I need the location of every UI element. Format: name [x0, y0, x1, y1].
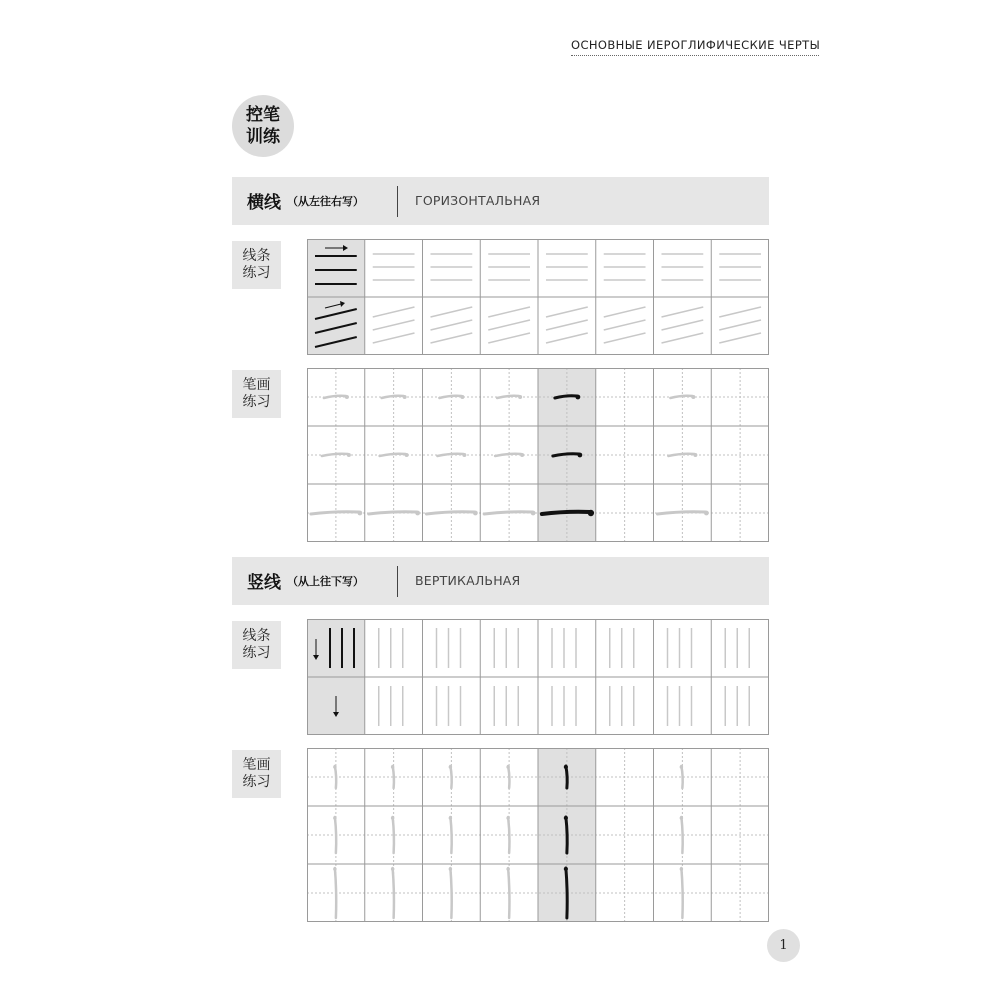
horizontal-stroke — [497, 396, 519, 398]
stroke-tip — [506, 765, 510, 769]
practice-line — [373, 307, 415, 317]
section-title-zh: 横线 — [247, 193, 281, 213]
practice-line — [488, 320, 530, 330]
header-divider — [397, 186, 398, 217]
stroke-tip — [403, 395, 407, 399]
vertical-stroke — [393, 868, 394, 918]
vertical-stroke — [508, 817, 509, 853]
section-direction-zh: （从左往右写） — [287, 195, 364, 208]
stroke-tip — [520, 453, 524, 457]
section-title-ru: ВЕРТИКАЛЬНАЯ — [415, 573, 521, 588]
vertical-stroke — [335, 817, 336, 853]
stroke-tip — [531, 511, 536, 516]
stroke-tip — [462, 453, 466, 457]
stroke-tip — [449, 765, 453, 769]
section-title-zh: 竖线 — [247, 573, 281, 593]
vertical-stroke — [450, 766, 451, 788]
section-header-vertical — [232, 557, 769, 605]
practice-line — [719, 307, 761, 317]
practice-line — [604, 307, 646, 317]
section-direction-zh: （从上往下写） — [287, 575, 364, 588]
stroke-tip — [704, 511, 709, 516]
page-number: 1 — [767, 929, 800, 962]
running-head: ОСНОВНЫЕ ИЕРОГЛИФИЧЕСКИЕ ЧЕРТЫ — [571, 38, 821, 52]
horizontal-stroke — [382, 396, 404, 398]
practice-line — [604, 333, 646, 343]
horizontal-stroke — [311, 512, 359, 514]
stroke-tip — [460, 395, 464, 399]
practice-line — [373, 320, 415, 330]
stroke-tip — [473, 511, 478, 516]
stroke-tip — [391, 867, 395, 871]
vertical-stroke — [566, 817, 567, 853]
horizontal-stroke-practice-grid — [307, 368, 769, 542]
stroke-tip — [680, 816, 684, 820]
vertical-stroke — [508, 868, 509, 918]
stroke-tip — [333, 867, 337, 871]
stroke-tip — [449, 867, 453, 871]
practice-line — [719, 333, 761, 343]
stroke-tip — [680, 867, 684, 871]
vertical-stroke — [335, 868, 336, 918]
line-practice-text: 线条练习 — [242, 248, 271, 281]
horizontal-line-practice-grid — [307, 239, 769, 356]
horizontal-stroke — [542, 512, 590, 514]
stroke-tip — [449, 816, 453, 820]
stroke-tip — [564, 867, 568, 871]
practice-line — [431, 307, 473, 317]
stroke-tip — [575, 395, 580, 400]
practice-line — [431, 333, 473, 343]
practice-line — [719, 320, 761, 330]
practice-line — [488, 333, 530, 343]
stroke-tip — [691, 395, 695, 399]
horizontal-stroke — [437, 454, 463, 456]
stroke-tip — [693, 453, 697, 457]
practice-line — [546, 320, 588, 330]
horizontal-stroke — [657, 512, 705, 514]
stroke-tip — [564, 816, 568, 820]
stroke-tip — [391, 765, 395, 769]
practice-line — [546, 307, 588, 317]
stroke-tip — [518, 395, 522, 399]
section-title-ru: ГОРИЗОНТАЛЬНАЯ — [415, 193, 541, 208]
vertical-stroke — [335, 766, 336, 788]
line-practice-label — [232, 621, 281, 669]
stroke-tip — [564, 765, 568, 769]
horizontal-stroke — [439, 396, 461, 398]
stroke-tip — [333, 765, 337, 769]
vertical-stroke — [681, 766, 682, 788]
stroke-tip — [347, 453, 351, 457]
horizontal-stroke — [322, 454, 348, 456]
vertical-stroke — [508, 766, 509, 788]
stroke-practice-label — [232, 370, 281, 418]
horizontal-stroke — [484, 512, 532, 514]
vertical-stroke — [681, 817, 682, 853]
vertical-stroke — [566, 868, 567, 918]
stroke-tip — [680, 765, 684, 769]
horizontal-stroke — [380, 454, 406, 456]
stroke-tip — [577, 453, 582, 458]
horizontal-stroke — [668, 454, 694, 456]
stroke-tip — [333, 816, 337, 820]
stroke-tip — [506, 867, 510, 871]
practice-line — [662, 333, 704, 343]
stroke-tip — [506, 816, 510, 820]
vertical-stroke — [566, 766, 567, 788]
stroke-practice-text: 笔画练习 — [242, 377, 271, 410]
practice-line — [662, 320, 704, 330]
line-practice-label — [232, 241, 281, 289]
stroke-tip — [405, 453, 409, 457]
line-practice-text: 线条练习 — [242, 628, 271, 661]
practice-line — [546, 333, 588, 343]
vertical-stroke — [450, 868, 451, 918]
stroke-tip — [357, 511, 362, 516]
horizontal-stroke — [495, 454, 521, 456]
horizontal-stroke — [369, 512, 417, 514]
stroke-practice-text: 笔画练习 — [242, 757, 271, 790]
horizontal-stroke — [670, 396, 692, 398]
vertical-stroke-practice-grid — [307, 748, 769, 922]
stroke-tip — [391, 816, 395, 820]
horizontal-stroke — [426, 512, 474, 514]
stroke-tip — [588, 510, 594, 516]
practice-line — [662, 307, 704, 317]
running-head-rule — [571, 55, 819, 56]
stroke-tip — [345, 395, 349, 399]
practice-line — [373, 333, 415, 343]
vertical-stroke — [393, 817, 394, 853]
vertical-stroke — [450, 817, 451, 853]
vertical-stroke — [393, 766, 394, 788]
stroke-tip — [415, 511, 420, 516]
practice-line — [431, 320, 473, 330]
practice-line — [604, 320, 646, 330]
vertical-stroke — [681, 868, 682, 918]
practice-line — [488, 307, 530, 317]
badge-text: 控笔训练 — [246, 105, 280, 147]
section-badge — [232, 95, 294, 157]
section-header-horizontal — [232, 177, 769, 225]
stroke-practice-label — [232, 750, 281, 798]
horizontal-stroke — [324, 396, 346, 398]
vertical-line-practice-grid — [307, 619, 769, 736]
header-divider — [397, 566, 398, 597]
